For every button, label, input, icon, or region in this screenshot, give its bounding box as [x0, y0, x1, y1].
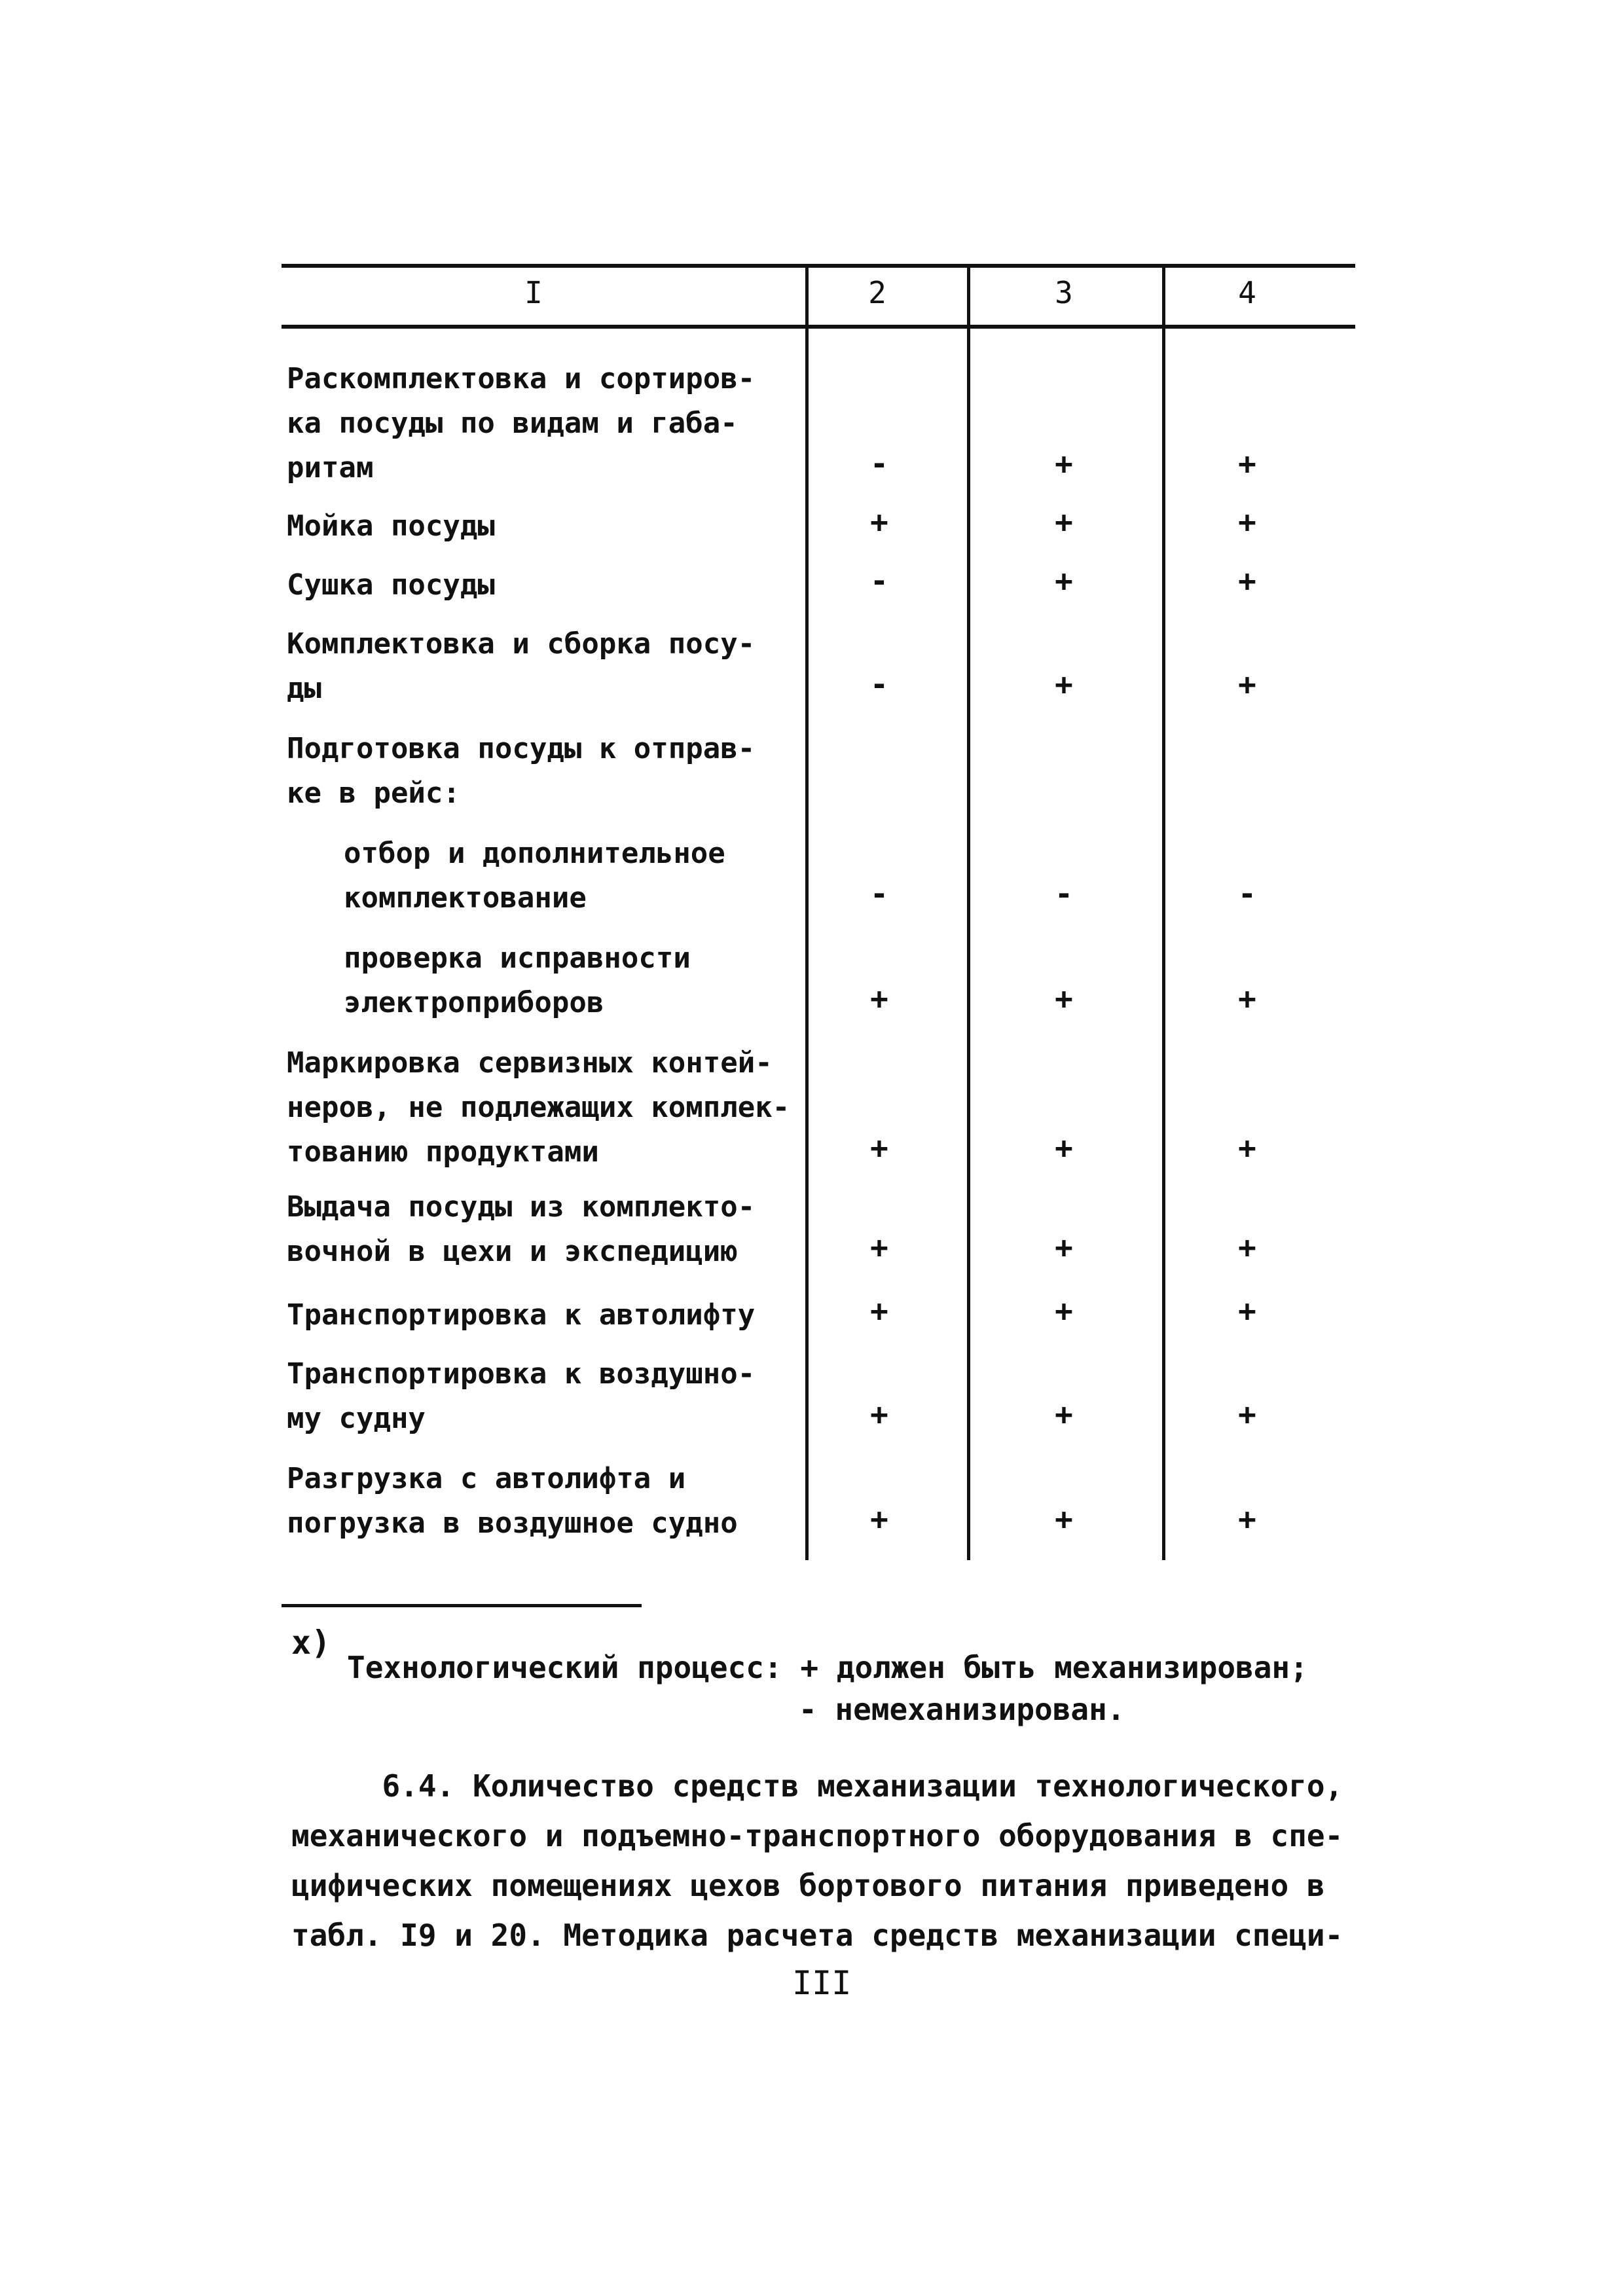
process-mark: +	[1238, 1293, 1256, 1328]
process-mark: +	[1055, 1230, 1073, 1265]
process-mark: +	[1238, 563, 1256, 598]
process-mark: -	[870, 563, 888, 598]
row-text-line: Мойка посуды	[287, 509, 495, 543]
table-top-rule	[282, 264, 1355, 268]
footnote-line-1: Технологический процесс: + должен быть механизирован;	[347, 1650, 1308, 1685]
row-text-line: Транспортировка к автолифту	[287, 1298, 756, 1332]
column-header-1: I	[524, 275, 543, 310]
process-mark: -	[870, 446, 888, 481]
row-text-line: ритам	[287, 451, 374, 484]
row-text-line: Разгрузка с автолифта и	[287, 1462, 686, 1495]
column-header-3: 3	[1055, 275, 1073, 310]
process-mark: +	[1238, 1396, 1256, 1432]
process-mark: +	[1238, 1230, 1256, 1265]
process-mark: +	[870, 981, 888, 1016]
process-mark: +	[870, 1293, 888, 1328]
row-text-line: Сушка посуды	[287, 568, 495, 602]
footnote-marker: x)	[291, 1624, 331, 1662]
row-text-line: Транспортировка к воздушно-	[287, 1357, 756, 1391]
row-text-line: Раскомплектовка и сортиров-	[287, 362, 756, 395]
process-mark: +	[1238, 504, 1256, 539]
paragraph-line: 6.4. Количество средств механизации технологического,	[291, 1768, 1343, 1804]
process-mark: -	[870, 666, 888, 702]
column-header-2: 2	[868, 275, 886, 310]
paragraph-line: цифических помещениях цехов бортового питания приведено в	[291, 1868, 1325, 1903]
row-text-line: ке в рейс:	[287, 776, 460, 810]
process-mark: +	[1055, 1130, 1073, 1165]
page-number: III	[792, 1964, 852, 2002]
process-mark: +	[870, 1230, 888, 1265]
row-text-line: проверка исправности	[344, 941, 691, 975]
footnote-rule	[282, 1604, 642, 1607]
row-text-line: электроприборов	[344, 986, 604, 1019]
process-mark: -	[1238, 876, 1256, 911]
process-mark: +	[1055, 666, 1073, 702]
row-text-line: ка посуды по видам и габа-	[287, 407, 738, 440]
process-mark: +	[1055, 504, 1073, 539]
process-mark: +	[1055, 563, 1073, 598]
process-mark: +	[870, 1396, 888, 1432]
process-mark: +	[1055, 446, 1073, 481]
row-text-line: ды	[287, 672, 321, 705]
process-mark: -	[870, 876, 888, 911]
process-mark: -	[1055, 876, 1073, 911]
table-header-rule	[282, 325, 1355, 329]
row-text-line: Подготовка посуды к отправ-	[287, 732, 756, 765]
row-text-line: му судну	[287, 1402, 426, 1435]
paragraph-line: механического и подъемно-транспортного оборудования в спе-	[291, 1818, 1343, 1853]
body-paragraph	[291, 1761, 1365, 1960]
process-mark: +	[1055, 1501, 1073, 1537]
column-divider-2	[967, 264, 970, 1560]
column-header-4: 4	[1238, 275, 1256, 310]
process-mark: +	[1238, 446, 1256, 481]
row-text-line: комплектование	[344, 881, 587, 915]
row-text-line: вочной в цехи и экспедицию	[287, 1235, 738, 1268]
row-text-line: тованию продуктами	[287, 1135, 599, 1169]
process-mark: +	[1055, 1396, 1073, 1432]
process-mark: +	[1238, 1501, 1256, 1537]
footnote-line-2: - немеханизирован.	[799, 1692, 1125, 1727]
row-text-line: Комплектовка и сборка посу-	[287, 627, 756, 661]
process-mark: +	[1238, 1130, 1256, 1165]
row-text-line: Выдача посуды из комплекто-	[287, 1190, 756, 1224]
paragraph-line: табл. I9 и 20. Методика расчета средств механизации специ-	[291, 1918, 1343, 1953]
process-mark: +	[1238, 981, 1256, 1016]
process-mark: +	[870, 504, 888, 539]
process-mark: +	[870, 1130, 888, 1165]
row-text-line: Маркировка сервизных контей-	[287, 1046, 773, 1080]
process-mark: +	[1238, 666, 1256, 702]
column-divider-3	[1162, 264, 1165, 1560]
process-mark: +	[1055, 981, 1073, 1016]
process-mark: +	[870, 1501, 888, 1537]
process-mark: +	[1055, 1293, 1073, 1328]
row-text-line: отбор и дополнительное	[344, 837, 725, 870]
row-text-line: погрузка в воздушное судно	[287, 1506, 738, 1540]
row-text-line: неров, не подлежащих комплек-	[287, 1091, 790, 1124]
